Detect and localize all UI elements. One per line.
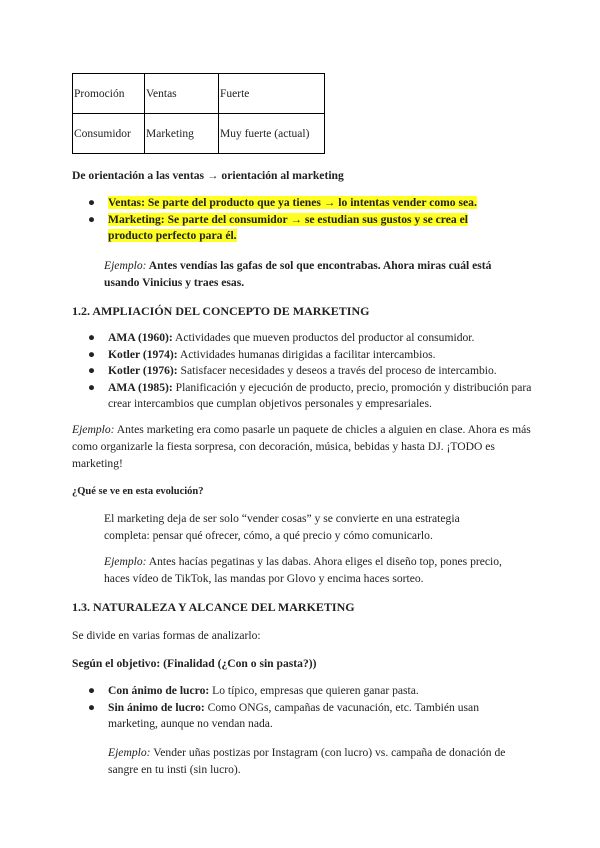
list-item — [72, 700, 512, 733]
bullet-icon: ● — [88, 331, 96, 344]
orientation-heading: De orientación a las ventas → orientación al marketing — [72, 169, 344, 182]
bullet-icon: ● — [88, 347, 96, 361]
bullet-icon: ● — [88, 684, 96, 697]
evolution-heading: ¿Qué se ve en esta evolución? — [72, 486, 204, 497]
list-item — [72, 330, 532, 347]
list-item — [72, 347, 532, 364]
item-label: Kotler (1974): — [108, 347, 178, 361]
list-item — [72, 363, 532, 380]
orientation-list — [72, 195, 512, 245]
example-label: Ejemplo: — [104, 555, 147, 568]
item-label: Kotler (1976): — [108, 364, 178, 377]
item-text: Actividades humanas dirigidas a facilitar intercambios. — [177, 347, 436, 361]
item-text: Planificación y ejecución de producto, precio, promoción y distribución para crear intercambios que cumplan objetivos personales y empresariales. — [108, 380, 532, 410]
item-text: Lo típico, empresas que quieren ganar pasta. — [209, 684, 419, 697]
table-row — [73, 74, 325, 114]
item-label: Ventas: — [108, 196, 145, 209]
item-label: AMA (1985): — [108, 380, 173, 394]
item-label: Marketing: — [108, 212, 165, 226]
item-text: Actividades que mueven productos del productor al consumidor. — [172, 331, 475, 344]
item-label: Sin ánimo de lucro: — [108, 700, 205, 714]
table-cell: Muy fuerte (actual) — [219, 114, 325, 154]
example-2 — [72, 421, 532, 472]
list-item — [72, 195, 512, 212]
item-label: AMA (1960): — [108, 331, 173, 344]
table-cell: Promoción — [73, 74, 145, 114]
table-row — [73, 114, 325, 154]
table-cell: Marketing — [145, 114, 219, 154]
item-text: Se parte del producto que ya tienes → lo intentas vender como sea. — [144, 196, 477, 209]
section-heading-1-3: 1.3. NATURALEZA Y ALCANCE DEL MARKETING — [72, 600, 355, 614]
example-label: Ejemplo: — [72, 423, 115, 436]
bullet-icon: ● — [88, 380, 96, 394]
comparison-table — [72, 73, 325, 154]
table-cell: Fuerte — [219, 74, 325, 114]
list-item — [72, 683, 512, 700]
example-text: Antes hacías pegatinas y las dabas. Ahora eliges el diseño top, pones precio, haces vídeo de TikTok, las mandas por Glovo y encima haces sorteo. — [104, 555, 502, 585]
bullet-icon: ● — [88, 700, 96, 714]
list-item — [72, 212, 512, 245]
item-label: Con ánimo de lucro: — [108, 684, 210, 697]
objective-list — [72, 683, 512, 733]
list-item — [72, 380, 532, 413]
item-text: Satisfacer necesidades y deseos a través del proceso de intercambio. — [177, 364, 497, 377]
divide-text: Se divide en varias formas de analizarlo: — [72, 629, 261, 642]
example-3 — [104, 553, 504, 587]
definitions-list — [72, 330, 532, 413]
evolution-text: El marketing deja de ser solo “vender cosas” y se convierte en una estrategia completa: pensar qué ofrecer, cómo, a qué precio y cómo comunicarlo. — [104, 512, 460, 542]
example-1 — [104, 257, 504, 291]
section-heading-1-2: 1.2. AMPLIACIÓN DEL CONCEPTO DE MARKETING — [72, 304, 370, 318]
bullet-icon: ● — [88, 212, 96, 226]
item-text: Como ONGs, campañas de vacunación, etc. También usan marketing, aunque no vendan nada. — [108, 700, 479, 730]
example-text: Antes vendías las gafas de sol que encontrabas. Ahora miras cuál está usando Vinicius y traes esas. — [104, 259, 492, 289]
objective-heading: Según el objetivo: (Finalidad (¿Con o sin pasta?)) — [72, 657, 317, 670]
example-text: Vender uñas postizas por Instagram (con lucro) vs. campaña de donación de sangre en tu insti (sin lucro). — [108, 746, 506, 776]
item-text: Se parte del consumidor → se estudian sus gustos y se crea el producto perfecto para él. — [108, 212, 468, 242]
bullet-icon: ● — [88, 196, 96, 209]
example-label: Ejemplo: — [108, 746, 151, 759]
table-cell: Ventas — [145, 74, 219, 114]
table-cell: Consumidor — [73, 114, 145, 154]
bullet-icon: ● — [88, 364, 96, 377]
example-4 — [108, 744, 528, 778]
example-label: Ejemplo: — [104, 259, 147, 272]
example-text: Antes marketing era como pasarle un paquete de chicles a alguien en clase. Ahora es más como organizarle la fiesta sorpresa, con decoración, música, bebidas y hasta DJ. ¡TODO es marketing! — [72, 423, 531, 470]
